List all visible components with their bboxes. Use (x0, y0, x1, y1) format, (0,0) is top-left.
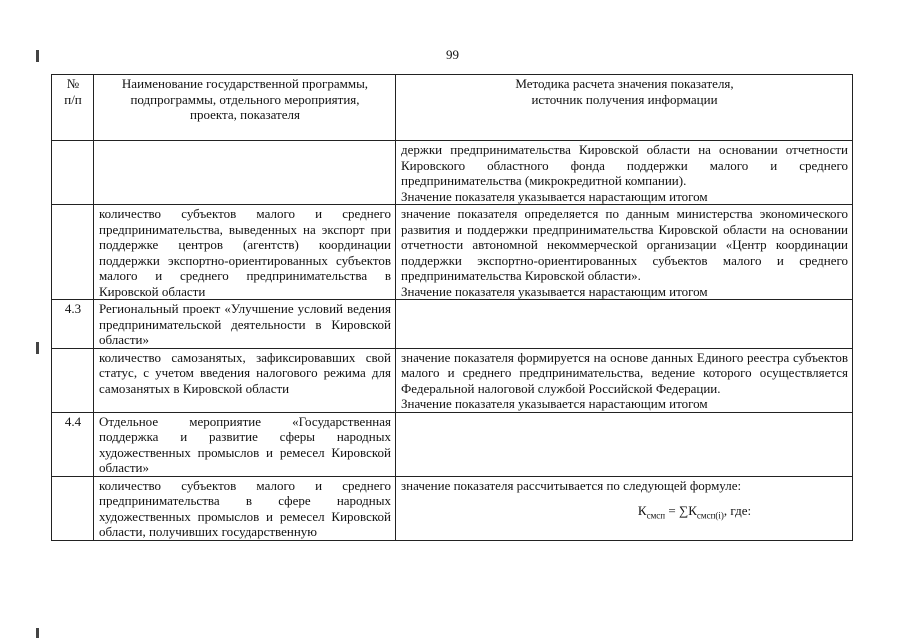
row-method: значение показателя определяется по данным министерства экономического развития и поддержки предпринимательства Кировской области на основании отчетности автономной некоммерческой организации «Центр координации поддержки экспортно-ориентированных субъектов малого и среднего предпринимательства Кировской области». Значение показателя указывается нарастающим итогом (396, 205, 853, 300)
formula-lhs: К (637, 503, 647, 518)
table-row (52, 348, 853, 412)
row-number (52, 141, 94, 205)
row-number (52, 205, 94, 300)
formula (401, 503, 848, 524)
formula-sum-sign: ∑ (678, 503, 689, 518)
methodology-table (51, 74, 853, 541)
row-name: Региональный проект «Улучшение условий ведения предпринимательской деятельности в Кировской области» (94, 300, 396, 349)
row-method: значение показателя рассчитывается по следующей формуле: (401, 477, 742, 493)
row-name (94, 141, 396, 205)
table-row (52, 412, 853, 476)
formula-rhs: К (688, 503, 697, 518)
row-method: держки предпринимательства Кировской области на основании отчетности Кировского областного фонда поддержки малого и среднего предпринимательства (микрокредитной компании). Значение показателя указывается нарастающим итогом (396, 141, 853, 205)
row-method (396, 300, 853, 349)
row-name: Отдельное мероприятие «Государственная поддержка и развитие сферы народных художественных промыслов и ремесел Кировской области» (94, 412, 396, 476)
row-number: 4.4 (52, 412, 94, 476)
formula-equals: = (665, 503, 679, 518)
table-row (52, 476, 853, 540)
scan-margin-mark (36, 628, 39, 638)
row-method: значение показателя формируется на основе данных Единого реестра субъектов малого и среднего предпринимательства, ведение которого осуществляется Федеральной налоговой службой Российской Федерации. Значение показателя указывается нарастающим итогом (396, 348, 853, 412)
formula-lhs-sub: смсп (646, 510, 666, 521)
row-number (52, 476, 94, 540)
page-number: 99 (446, 47, 459, 62)
header-method: Методика расчета значения показателя, источник получения информации (396, 75, 853, 141)
row-method-cell (396, 476, 853, 540)
table-row (52, 205, 853, 300)
row-method (396, 412, 853, 476)
row-name: количество самозанятых, зафиксировавших свой статус, с учетом введения налогового режима для самозанятых в Кировской области (94, 348, 396, 412)
formula-rhs-sub: смсп(i) (696, 510, 724, 521)
table-row (52, 300, 853, 349)
row-name: количество субъектов малого и среднего предпринимательства, выведенных на экспорт при поддержке центров (агентств) координации поддержки экспортно-ориентированных субъектов малого и среднего предпринимательства в Кировской области (94, 205, 396, 300)
table-row (52, 141, 853, 205)
header-number: № п/п (52, 75, 94, 141)
scan-margin-mark (36, 50, 39, 62)
header-name: Наименование государственной программы, подпрограммы, отдельного мероприятия, проекта, показателя (94, 75, 396, 141)
row-name: количество субъектов малого и среднего предпринимательства в сфере народных художественных промыслов и ремесел Кировской области, получивших государственную (94, 476, 396, 540)
table-header-row (52, 75, 853, 141)
scan-margin-mark (36, 342, 39, 354)
row-number: 4.3 (52, 300, 94, 349)
row-number (52, 348, 94, 412)
formula-tail: , где: (723, 503, 752, 518)
